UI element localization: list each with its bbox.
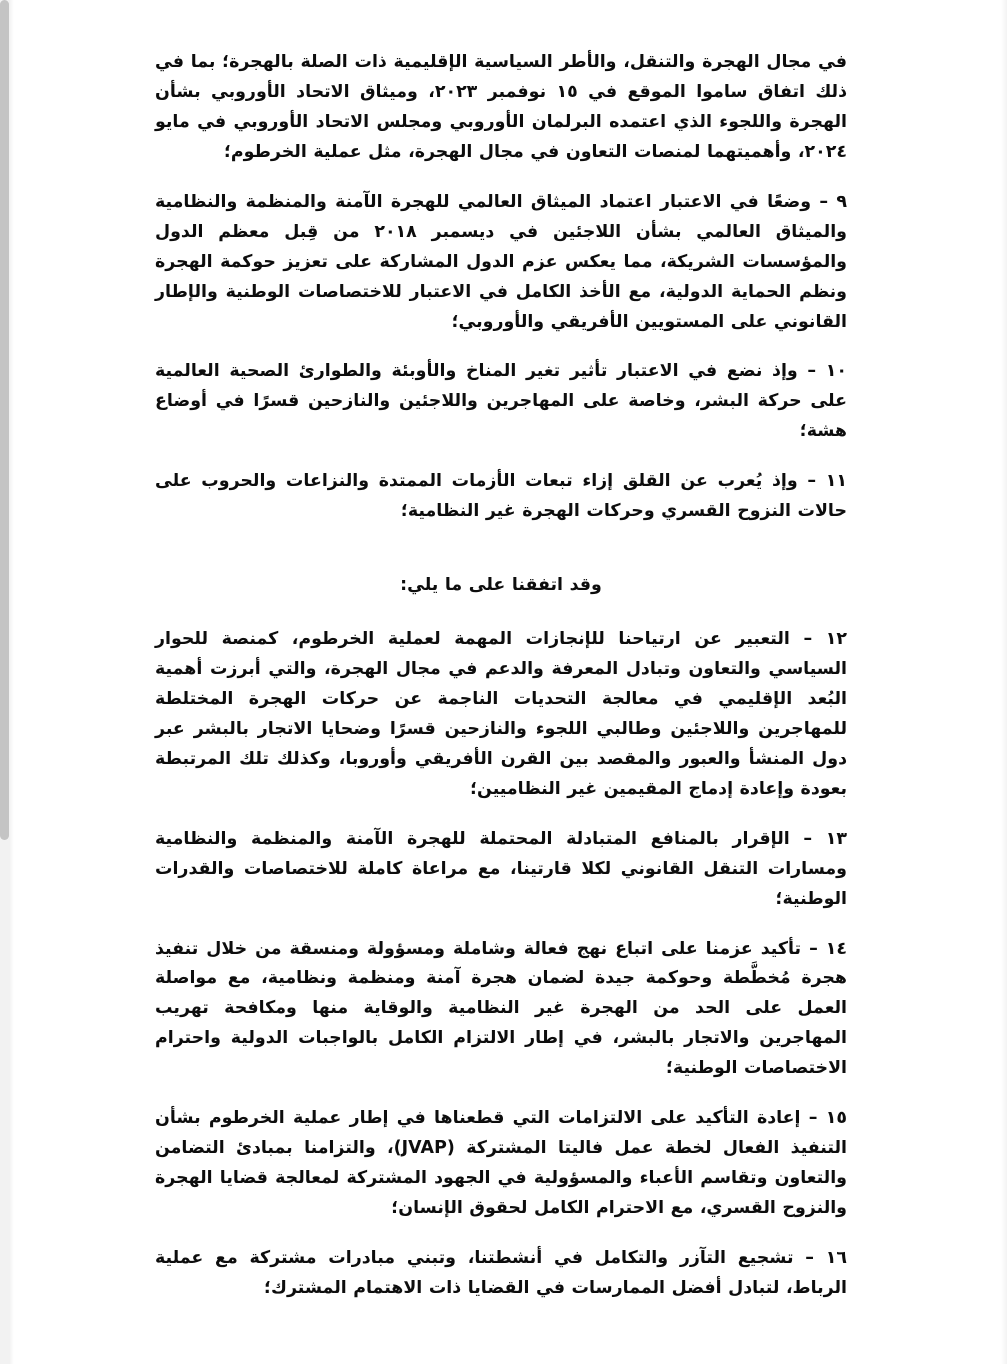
paragraph-9: ٩ – وضعًا في الاعتبار اعتماد الميثاق العالمي للهجرة الآمنة والمنظمة والنظامية والميثاق العالمي بشأن اللاجئين في ديسمبر ٢٠١٨ من قِبل معظم الدول والمؤسسات الشريكة، مما يعكس عزم الدول المشاركة على تعزيز حوكمة الهجرة ونظم الحماية الدولية، مع الأخذ الكامل في الاعتبار للاختصاصات الوطنية والإطار القانوني على المستويين الأفريقي والأوروبي؛: [155, 191, 847, 332]
page-right-shadow: [1001, 0, 1007, 1364]
page-left-shadow: [9, 0, 14, 1364]
vertical-scrollbar[interactable]: [0, 0, 9, 1364]
scrollbar-thumb[interactable]: [0, 0, 9, 840]
paragraph-continued-8: في مجال الهجرة والتنقل، والأطر السياسية الإقليمية ذات الصلة بالهجرة؛ بما في ذلك اتفاق ساموا الموقع في ١٥ نوفمبر ٢٠٢٣، وميثاق الاتحاد الأوروبي بشأن الهجرة واللجوء الذي اعتمده البرلمان الأوروبي ومجلس الاتحاد الأوروبي في مايو ٢٠٢٤، وأهميتهما لمنصات التعاون في مجال الهجرة، مثل عملية الخرطوم؛: [155, 52, 847, 162]
paragraph-14: ١٤ – تأكيد عزمنا على اتباع نهج فعالة وشاملة ومسؤولة ومنسقة من خلال تنفيذ هجرة مُخطَّطة وحوكمة جيدة لضمان هجرة آمنة ومنظمة ونظامية، مع مواصلة العمل على الحد من الهجرة غير النظامية والوقاية منها ومكافحة تهريب المهاجرين والاتجار بالبشر، في إطار الالتزام الكامل بالواجبات الدولية واحترام الاختصاصات الوطنية؛: [155, 938, 847, 1079]
paragraph-16: ١٦ – تشجيع التآزر والتكامل في أنشطتنا، وتبني مبادرات مشتركة مع عملية الرباط، لتبادل أفضل الممارسات في القضايا ذات الاهتمام المشترك؛: [155, 1247, 847, 1298]
paragraph-15: ١٥ – إعادة التأكيد على الالتزامات التي قطعناها في إطار عملية الخرطوم بشأن التنفيذ الفعال لخطة عمل فاليتا المشتركة (JVAP)، والتزامنا بمبادئ التضامن والتعاون وتقاسم الأعباء والمسؤولية في الجهود المشتركة لمعالجة قضايا الهجرة والنزوح القسري، مع الاحترام الكامل لحقوق الإنسان؛: [155, 1108, 848, 1218]
document-text-body: [155, 48, 847, 1304]
paragraph-10: ١٠ – وإذ نضع في الاعتبار تأثير تغير المناخ والأوبئة والطوارئ الصحية العالمية على حركة البشر، وخاصة على المهاجرين واللاجئين والنازحين قسرًا في أوضاع هشة؛: [155, 361, 847, 442]
paragraph-12: ١٢ – التعبير عن ارتياحنا للإنجازات المهمة لعملية الخرطوم، كمنصة للحوار السياسي والتعاون وتبادل المعرفة والدعم في مجال الهجرة، والتي أبرزت أهمية البُعد الإقليمي في معالجة التحديات الناجمة عن حركات الهجرة المختلطة للمهاجرين واللاجئين وطالبي اللجوء والنازحين قسرًا وضحايا الاتجار بالبشر عبر دول المنشأ والعبور والمقصد بين القرن الأفريقي وأوروبا، وكذلك تلك المرتبطة بعودة وإعادة إدماج المقيمين غير النظاميين؛: [155, 629, 847, 799]
agreement-heading: وقد اتفقنا على ما يلي:: [400, 575, 602, 596]
paragraph-11: ١١ – وإذ يُعرب عن القلق إزاء تبعات الأزمات الممتدة والنزاعات والحروب على حالات النزوح القسري وحركات الهجرة غير النظامية؛: [155, 471, 847, 522]
paragraph-13: ١٣ – الإقرار بالمنافع المتبادلة المحتملة للهجرة الآمنة والمنظمة والنظامية ومسارات التنقل القانوني لكلا قارتينا، مع مراعاة كاملة للاختصاصات والقدرات الوطنية؛: [155, 828, 847, 909]
